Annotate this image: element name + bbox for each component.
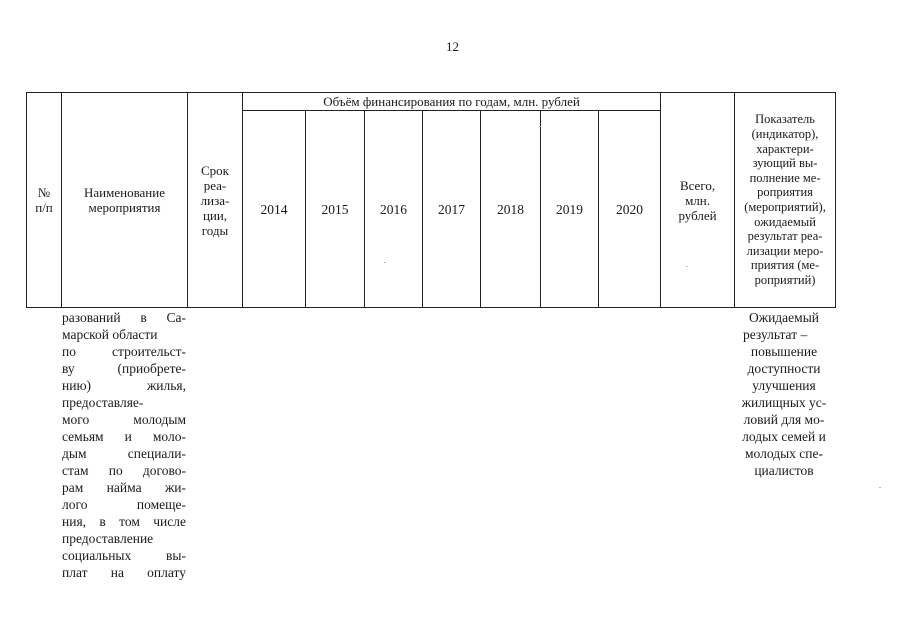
expected-result-line: ловий для мо-	[743, 412, 825, 427]
header-cell-name: Наименование мероприятия	[62, 93, 188, 308]
activity-name-line: по строительст-	[62, 344, 186, 359]
expected-result-line: повышение	[750, 344, 818, 359]
page-number: 12	[446, 39, 459, 54]
header-cell-year-2018: 2018	[481, 111, 541, 308]
expected-result-text	[733, 309, 835, 479]
expected-result-line: улучшения	[752, 378, 816, 393]
expected-result-line: жилищных ус-	[741, 395, 827, 410]
header-cell-year-2014: 2014	[243, 111, 306, 308]
scan-speck	[539, 126, 541, 127]
header-cell-number: № п/п	[27, 93, 62, 308]
activity-name-line: предоставляе-	[62, 395, 144, 410]
activity-name-line: плат на оплату	[62, 565, 186, 580]
expected-result-line: молодых спе-	[745, 446, 823, 461]
expected-result-line: доступности	[747, 361, 821, 376]
scan-speck	[384, 262, 386, 263]
activity-name-line: мого молодым	[62, 412, 186, 427]
scan-speck	[879, 487, 881, 488]
expected-result-line: циалистов	[754, 463, 814, 478]
header-cell-indicator: Показатель (индикатор), характери- зующий вы- полнение ме- роприятия (мероприятий), ожидаемый результат реа- лизации меро- приятия (ме- роприятий)	[735, 93, 836, 308]
header-cell-year-2016: 2016	[365, 111, 423, 308]
header-cell-year-2015: 2015	[306, 111, 365, 308]
header-cell-total: Всего, млн. рублей	[661, 93, 735, 308]
activity-name-line: ния, в том числе	[62, 514, 186, 529]
expected-result-line: лодых семей и	[742, 429, 826, 444]
program-table-header	[26, 92, 836, 308]
activity-name-line: социальных вы-	[62, 548, 186, 563]
header-cell-funding-group: Объём финансирования по годам, млн. рублей	[243, 93, 661, 111]
header-cell-year-2019: 2019	[541, 111, 599, 308]
header-cell-term: Срок реа- лиза- ции, годы	[188, 93, 243, 308]
expected-result-line: результат –	[743, 327, 808, 342]
activity-name-line: рам найма жи-	[62, 480, 186, 495]
activity-name-line: ву (приобрете-	[62, 361, 186, 376]
header-cell-year-2017: 2017	[423, 111, 481, 308]
scan-speck	[686, 266, 688, 267]
activity-name-line: нию) жилья,	[62, 378, 186, 393]
activity-name-line: лого помеще-	[62, 497, 186, 512]
activity-name-line: марской области	[62, 327, 158, 342]
activity-name-text	[62, 309, 186, 581]
activity-name-line: семьям и моло-	[62, 429, 186, 444]
activity-name-line: дым специали-	[62, 446, 186, 461]
header-cell-year-2020: 2020	[599, 111, 661, 308]
activity-name-line: предоставление	[62, 531, 154, 546]
expected-result-line: Ожидаемый	[749, 310, 819, 325]
activity-name-line: стам по догово-	[62, 463, 186, 478]
activity-name-line: разований в Са-	[62, 310, 186, 325]
